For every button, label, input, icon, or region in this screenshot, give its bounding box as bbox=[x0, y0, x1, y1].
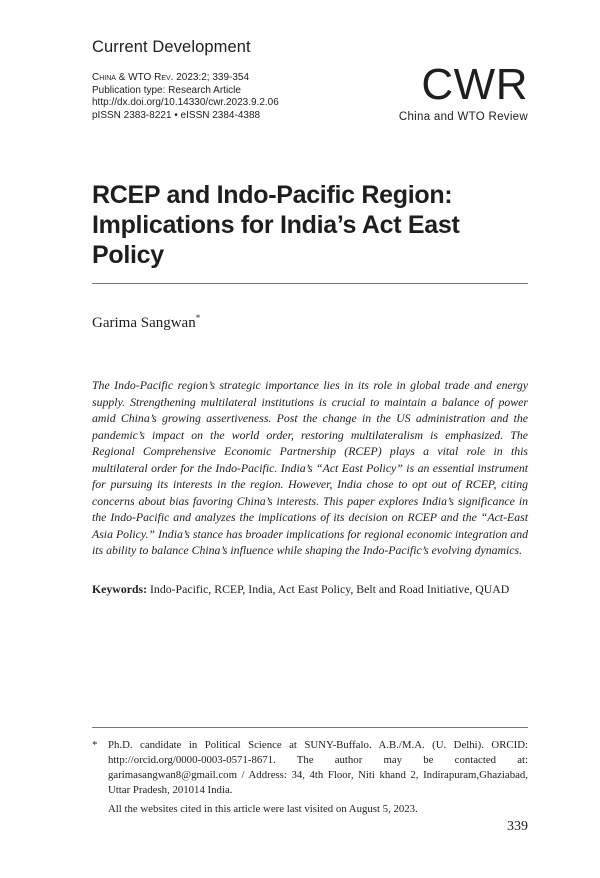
keywords-label: Keywords: bbox=[92, 582, 148, 596]
footnote-websites-note: All the websites cited in this article were last visited on August 5, 2023. bbox=[108, 803, 418, 815]
keywords bbox=[92, 582, 528, 597]
logo-subtitle: China and WTO Review bbox=[398, 111, 528, 123]
journal-abbrev: China & WTO Rev. bbox=[92, 72, 174, 83]
footnote-divider bbox=[92, 727, 528, 728]
section-label: Current Development bbox=[92, 38, 251, 56]
title-divider bbox=[92, 283, 528, 284]
doi-link[interactable]: http://dx.doi.org/10.14330/cwr.2023.9.2.06 bbox=[92, 97, 279, 108]
journal-logo bbox=[386, 60, 528, 123]
footnote-mark: * bbox=[92, 739, 98, 751]
article-metadata bbox=[92, 72, 279, 122]
article-title: RCEP and Indo-Pacific Region: Implications for India’s Act East Policy bbox=[92, 181, 460, 269]
logo-mark: CWR bbox=[421, 60, 528, 109]
abstract: The Indo-Pacific region’s strategic importance lies in its role in global trade and energy supply. Strengthening multilateral institutions is crucial to maintain a balance of power amid China’s growing assertiveness. Post the change in the US administration and the pandemic’s impact on the world order, restoring multilateralism is emphasized. The Regional Comprehensive Economic Partnership (RCEP) plays a vital role in this multilateral order for the Indo-Pacific. India’s “Act East Policy” is an essential instrument for pursuing its interests in the region. However, India chose to opt out of RCEP, citing concerns about bias favoring China’s interests. This paper explores India’s significance in the Indo-Pacific and analyzes the implications of its decision on RCEP and the “Act-East Asia Policy.” India’s stance has broader implications for regional economic integration and its ability to balance China’s influence while shaping the Indo-Pacific’s evolving dynamics. bbox=[92, 378, 528, 557]
citation-line bbox=[92, 72, 279, 85]
author-line bbox=[92, 313, 200, 332]
footnote-text: Ph.D. candidate in Political Science at SUNY-Buffalo. A.B./M.A. (U. Delhi). ORCID: http://orcid.org/0000-0003-0571-8671. The author may be contacted at: garimasangwan8@gmail.com / Address: 34, 4th Floor, Niti khand 2, Indirapuram,Ghaziabad, Uttar Pradesh, 201014 India. bbox=[108, 739, 528, 796]
citation-volume: 2023:2; 339-354 bbox=[173, 72, 250, 83]
author-footnote-mark: * bbox=[195, 313, 201, 323]
page-number: 339 bbox=[507, 819, 528, 834]
footnote bbox=[92, 738, 528, 817]
author-name: Garima Sangwan bbox=[92, 315, 196, 331]
publication-type: Publication type: Research Article bbox=[92, 84, 241, 96]
issn-line: pISSN 2383-8221 • eISSN 2384-4388 bbox=[92, 109, 261, 121]
keywords-list: Indo-Pacific, RCEP, India, Act East Policy, Belt and Road Initiative, QUAD bbox=[147, 582, 510, 596]
